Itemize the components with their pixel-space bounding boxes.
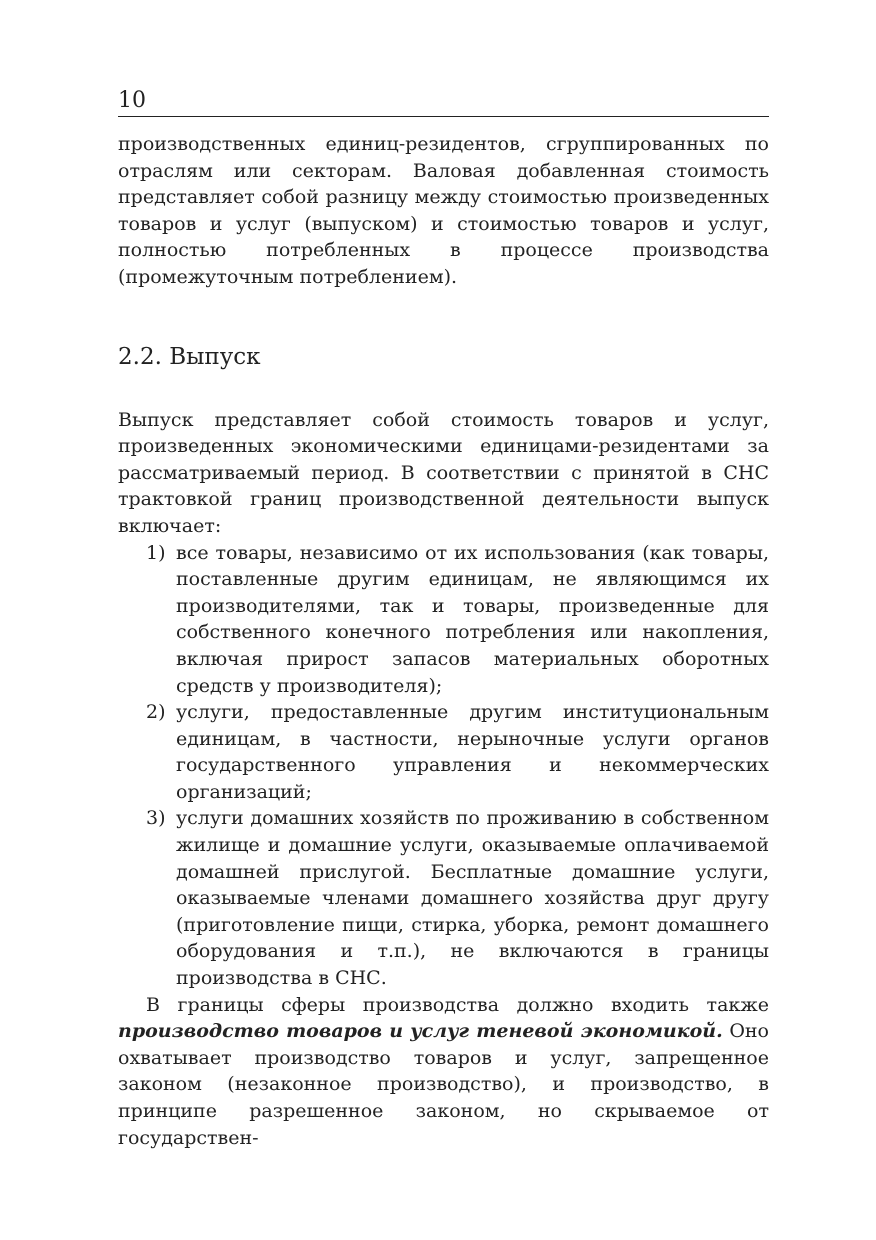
- list-item-text: услуги домашних хозяйств по проживанию в собственном жилище и домашние услуги, оказываемые оплачиваемой домашней прислугой. Бесплатные домашние услуги, оказываемые членами домашнего хозяйства друг другу (приготовление пищи, стирка, уборка, ремонт домашнего оборудования и т.п.), не включаются в границы производства в СНС.: [176, 807, 769, 990]
- list-item: [118, 805, 769, 991]
- page-number: 10: [118, 88, 146, 113]
- list-item: [118, 540, 769, 700]
- list-item-marker: 2): [146, 701, 166, 724]
- list-item-text: услуги, предоставленные другим институциональным единицам, в частности, нерыночные услуги органов государственного управления и некоммерческих организаций;: [176, 701, 769, 803]
- closing-text-before: В границы сферы производства должно входить также: [146, 993, 769, 1016]
- shadow-economy-emphasis: производство товаров и услуг теневой экономикой.: [118, 1020, 723, 1043]
- list-item-text: все товары, независимо от их использования (как товары, поставленные другим единицам, не являющимся их производителями, так и товары, произведенные для собственного конечного потребления или накопления, включая прирост запасов материальных оборотных средств у производителя);: [176, 541, 769, 697]
- closing-text-after: Оно охватывает производство товаров и услуг, запрещенное законом (незаконное производство), и производство, в принципе разрешенное законом, но скрываемое от государствен-: [118, 1020, 769, 1149]
- book-page: [118, 80, 769, 1151]
- page-header: [118, 80, 769, 117]
- section-lead-text: Выпуск представляет собой стоимость товаров и услуг, произведенных экономическими единицами-резидентами за рассматриваемый период. В соответствии с принятой в СНС трактовкой границ производственной деятельности выпуск включает:: [118, 408, 769, 537]
- list-item-marker: 1): [146, 541, 166, 564]
- list-item: [118, 699, 769, 805]
- intro-paragraph: [118, 131, 769, 291]
- intro-paragraph-text: производственных единиц-резидентов, сгруппированных по отраслям или секторам. Валовая добавленная стоимость представляет собой разницу между стоимостью произведенных товаров и услуг (выпуском) и стоимостью товаров и услуг, полностью потребленных в процессе производства (промежуточным потреблением).: [118, 133, 769, 288]
- output-components-list: [118, 540, 769, 992]
- closing-paragraph: [118, 992, 769, 1152]
- section-title: 2.2. Выпуск: [118, 343, 261, 370]
- list-item-marker: 3): [146, 807, 166, 830]
- closing-paragraph-text: [118, 992, 769, 1152]
- section-lead-paragraph: [118, 407, 769, 540]
